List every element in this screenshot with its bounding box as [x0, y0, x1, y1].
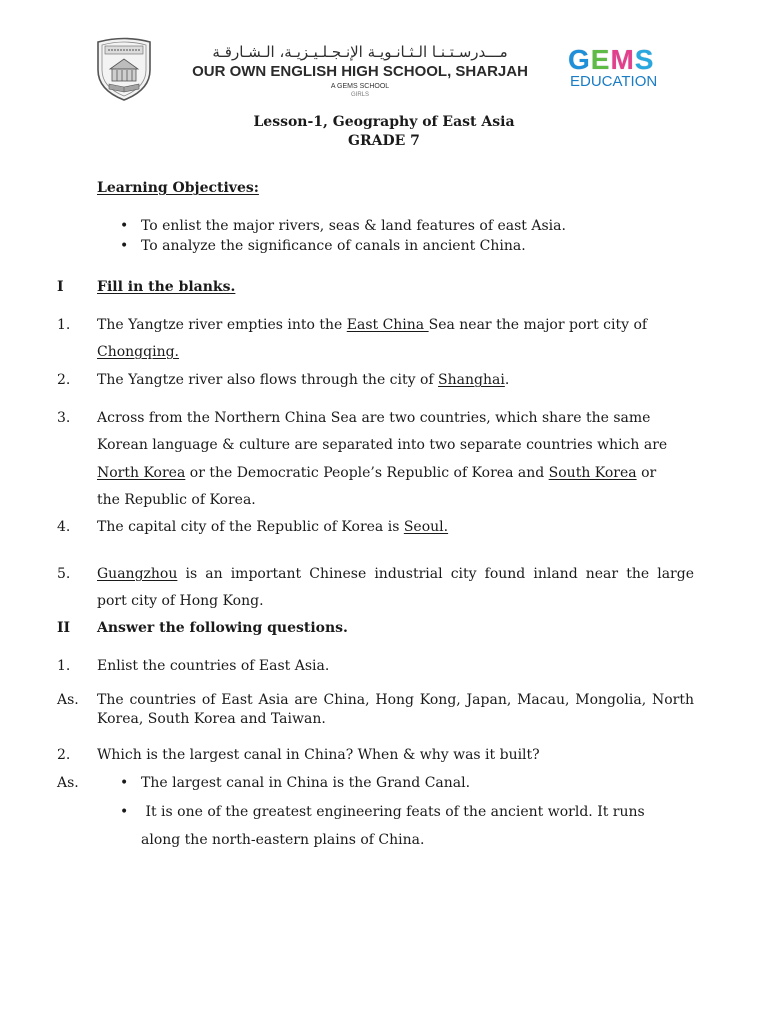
- question-text: Enlist the countries of East Asia.: [97, 658, 330, 674]
- item-text: [97, 370, 509, 390]
- school-crest-icon: [93, 34, 155, 102]
- item-text: [97, 490, 256, 510]
- objectives-heading-row: [0, 178, 768, 198]
- grade-row: [0, 131, 768, 151]
- text-segment: or: [636, 465, 657, 481]
- objective-item: [0, 236, 768, 256]
- text-segment: The Yangtze river empties into the: [97, 317, 347, 333]
- blank-answer: North Korea: [97, 465, 186, 481]
- answer-label: As.: [57, 775, 79, 791]
- item-number: 2.: [57, 372, 71, 388]
- section-title: Answer the following questions.: [97, 620, 348, 636]
- answer-2-bullet-2-continued: [0, 830, 768, 850]
- gems-wordmark: [568, 46, 672, 74]
- fill-blank-item-5: [0, 564, 768, 584]
- fill-blank-item-3-continued: [0, 435, 768, 455]
- objective-text: To analyze the significance of canals in ancient China.: [141, 238, 526, 254]
- gems-letter-s: S: [634, 44, 655, 75]
- school-campus: GIRLS: [350, 92, 369, 98]
- item-text: [97, 408, 650, 428]
- text-segment: The capital city of the Republic of Korea is: [97, 519, 404, 535]
- bullet-icon: •: [120, 804, 129, 820]
- school-letterhead: [0, 0, 768, 110]
- answer-text: Korea, South Korea and Taiwan.: [97, 711, 326, 727]
- answer-1-continued: [0, 709, 768, 729]
- text-segment: Korean language & culture are separated into two separate countries which are: [97, 437, 668, 453]
- bullet-icon: •: [120, 218, 129, 234]
- crest-graphic: [93, 34, 155, 102]
- item-text: [97, 435, 667, 455]
- section-numeral: II: [57, 620, 71, 636]
- item-text: [97, 463, 656, 483]
- fill-blank-item-5-continued: [0, 591, 768, 611]
- objectives-heading: Learning Objectives:: [97, 180, 259, 196]
- blank-answer: Shanghai: [438, 372, 505, 388]
- item-text: [97, 564, 694, 584]
- item-text: [97, 517, 448, 537]
- item-text: [97, 591, 264, 611]
- answer-text: It is one of the greatest engineering feats of the ancient world. It runs: [141, 804, 645, 820]
- question-2: [0, 745, 768, 765]
- question-number: 2.: [57, 747, 71, 763]
- bullet-icon: •: [120, 775, 129, 791]
- blank-answer: East China: [346, 317, 429, 333]
- section-numeral: I: [57, 279, 64, 295]
- text-segment: Sea near the major port city of: [428, 317, 648, 333]
- gems-tagline: EDUCATION: [570, 73, 658, 90]
- fill-blank-item-1: [0, 315, 768, 335]
- item-number: 4.: [57, 519, 71, 535]
- grade-label: GRADE 7: [348, 133, 420, 149]
- lesson-title: Lesson-1, Geography of East Asia: [253, 114, 515, 130]
- question-text: Which is the largest canal in China? When & why was it built?: [97, 747, 540, 763]
- fill-blank-item-4: [0, 517, 768, 537]
- text-segment: the Republic of Korea.: [97, 492, 256, 508]
- answer-2-bullet-1: [0, 773, 768, 793]
- item-text: [97, 342, 179, 362]
- answer-text: along the north-eastern plains of China.: [141, 832, 425, 848]
- title-row: [0, 112, 768, 132]
- item-number: 3.: [57, 410, 71, 426]
- school-name-english: OUR OWN ENGLISH HIGH SCHOOL, SHARJAH: [192, 63, 528, 80]
- gems-letter-g: G: [568, 44, 591, 75]
- blank-answer: South Korea: [548, 465, 637, 481]
- fill-blank-item-2: [0, 370, 768, 390]
- section-heading: [0, 618, 768, 638]
- fill-blank-item-3-continued: [0, 463, 768, 483]
- text-segment: The Yangtze river also flows through the city of: [97, 372, 439, 388]
- answer-label: As.: [57, 692, 79, 708]
- text-segment: Across from the Northern China Sea are two countries, which share the same: [97, 410, 651, 426]
- bullet-icon: •: [120, 238, 129, 254]
- objective-item: [0, 216, 768, 236]
- text-segment: .: [504, 372, 510, 388]
- gems-education-logo: [568, 44, 672, 94]
- school-affiliation: A GEMS SCHOOL: [330, 83, 390, 90]
- answer-2-bullet-2: [0, 802, 768, 822]
- blank-answer: Chongqing.: [97, 344, 180, 360]
- fill-blank-item-3-continued: [0, 490, 768, 510]
- fill-blank-item-3: [0, 408, 768, 428]
- answer-text: The countries of East Asia are China, Hong Kong, Japan, Macau, Mongolia, North: [97, 692, 694, 708]
- text-segment: is an important Chinese industrial city found inland near the large: [177, 566, 694, 582]
- item-number: 1.: [57, 317, 71, 333]
- question-1: [0, 656, 768, 676]
- section-heading: [0, 277, 768, 297]
- gems-letter-e: E: [590, 44, 611, 75]
- blank-answer: Guangzhou: [97, 566, 178, 582]
- item-text: [97, 315, 647, 335]
- objective-text: To enlist the major rivers, seas & land features of east Asia.: [141, 218, 566, 234]
- blank-answer: Seoul.: [403, 519, 449, 535]
- text-segment: or the Democratic People’s Republic of Korea and: [185, 465, 549, 481]
- text-segment: port city of Hong Kong.: [97, 593, 264, 609]
- item-number: 5.: [57, 566, 71, 582]
- answer-text: The largest canal in China is the Grand Canal.: [141, 775, 471, 791]
- gems-letter-m: M: [610, 44, 635, 75]
- section-title: Fill in the blanks.: [97, 279, 236, 295]
- answer-1: [0, 690, 768, 710]
- fill-blank-item-1-continued: [0, 342, 768, 362]
- school-name-arabic: مـــدرسـتـنـا الـثـانـويـة الإنـجـلـيـزيـة، الـشـارقـة: [212, 43, 508, 61]
- question-number: 1.: [57, 658, 71, 674]
